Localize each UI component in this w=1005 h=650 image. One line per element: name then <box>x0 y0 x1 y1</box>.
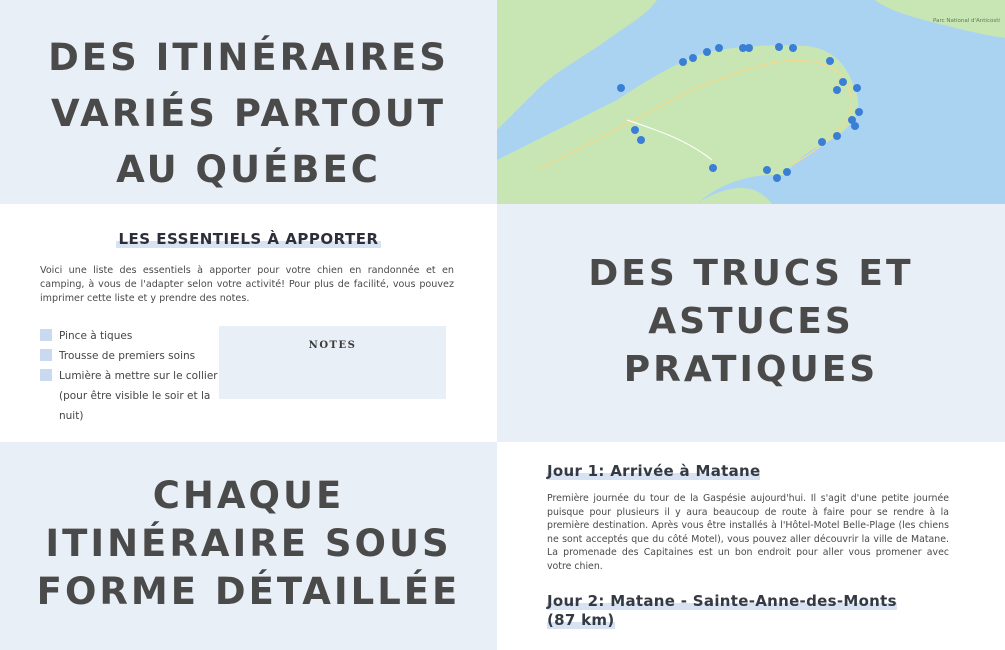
checklist-item <box>40 326 220 346</box>
detail-panel <box>0 442 497 650</box>
checklist-item-label: Trousse de premiers soins <box>59 350 196 362</box>
routes-title-line-3: AU QUÉBEC <box>116 148 381 191</box>
checkbox-icon[interactable] <box>40 329 52 341</box>
day-2-title: Jour 2: Matane - Sainte-Anne-des-Monts (87 km) <box>547 592 897 629</box>
checklist-item <box>40 346 220 366</box>
routes-title-line-1: DES ITINÉRAIRES <box>48 36 449 79</box>
gaspesie-map <box>497 0 1005 204</box>
essentials-title <box>0 230 497 248</box>
checkbox-icon[interactable] <box>40 369 52 381</box>
notes-box[interactable] <box>219 326 446 399</box>
essentials-intro: Voici une liste des essentiels à apporter pour votre chien en randonnée et en camping, à vous de l'adapter selon votre activité! Pour plus de facilité, vous pouvez imprimer cette liste et y prendre des notes. <box>40 265 454 304</box>
essentials-panel <box>0 204 497 442</box>
tips-title-line-3: PRATIQUES <box>623 349 879 390</box>
tips-title-line-2: ASTUCES <box>648 301 854 342</box>
map-graphic <box>497 0 1005 204</box>
day-1-description: Première journée du tour de la Gaspésie aujourd'hui. Il s'agit d'une petite journée puisque pour plusieurs il y aura beaucoup de route à faire pour se rendre à la première destination. Après vous être installés à l'Hôtel-Motel Belle-Plage (les chiens ne sont acceptés que du côté Motel), vous pouvez aller découvrir la ville de Matane. La promenade des Capitaines est un bon endroit pour aller vous promener avec votre chien. <box>547 493 949 572</box>
essentials-checklist <box>40 326 220 426</box>
tips-title <box>497 250 1005 394</box>
essentials-title-text: LES ESSENTIELS À APPORTER <box>118 230 379 248</box>
detail-title-line-3: FORME DÉTAILLÉE <box>36 570 461 613</box>
routes-title-line-2: VARIÉS PARTOUT <box>51 92 446 135</box>
detail-title-line-2: ITINÉRAIRE SOUS <box>45 522 452 565</box>
day-1-heading <box>547 462 760 481</box>
notes-label: NOTES <box>308 340 357 351</box>
checklist-item-label: Pince à tiques <box>59 330 133 342</box>
detail-title <box>0 472 497 616</box>
routes-panel <box>0 0 497 204</box>
checklist-item <box>40 366 220 426</box>
day-1-title: Jour 1: Arrivée à Matane <box>547 462 761 480</box>
checkbox-icon[interactable] <box>40 349 52 361</box>
day-2-heading <box>547 592 917 630</box>
checklist-item-label: Lumière à mettre sur le collier (pour être visible le soir et la nuit) <box>59 370 218 422</box>
tips-title-line-1: DES TRUCS ET <box>588 253 914 294</box>
routes-title <box>0 30 497 198</box>
anticosti-label: Parc National d'Anticosti <box>933 18 1000 24</box>
tips-panel <box>497 204 1005 442</box>
detail-title-line-1: CHAQUE <box>152 474 345 517</box>
itinerary-days-panel <box>497 442 1005 650</box>
